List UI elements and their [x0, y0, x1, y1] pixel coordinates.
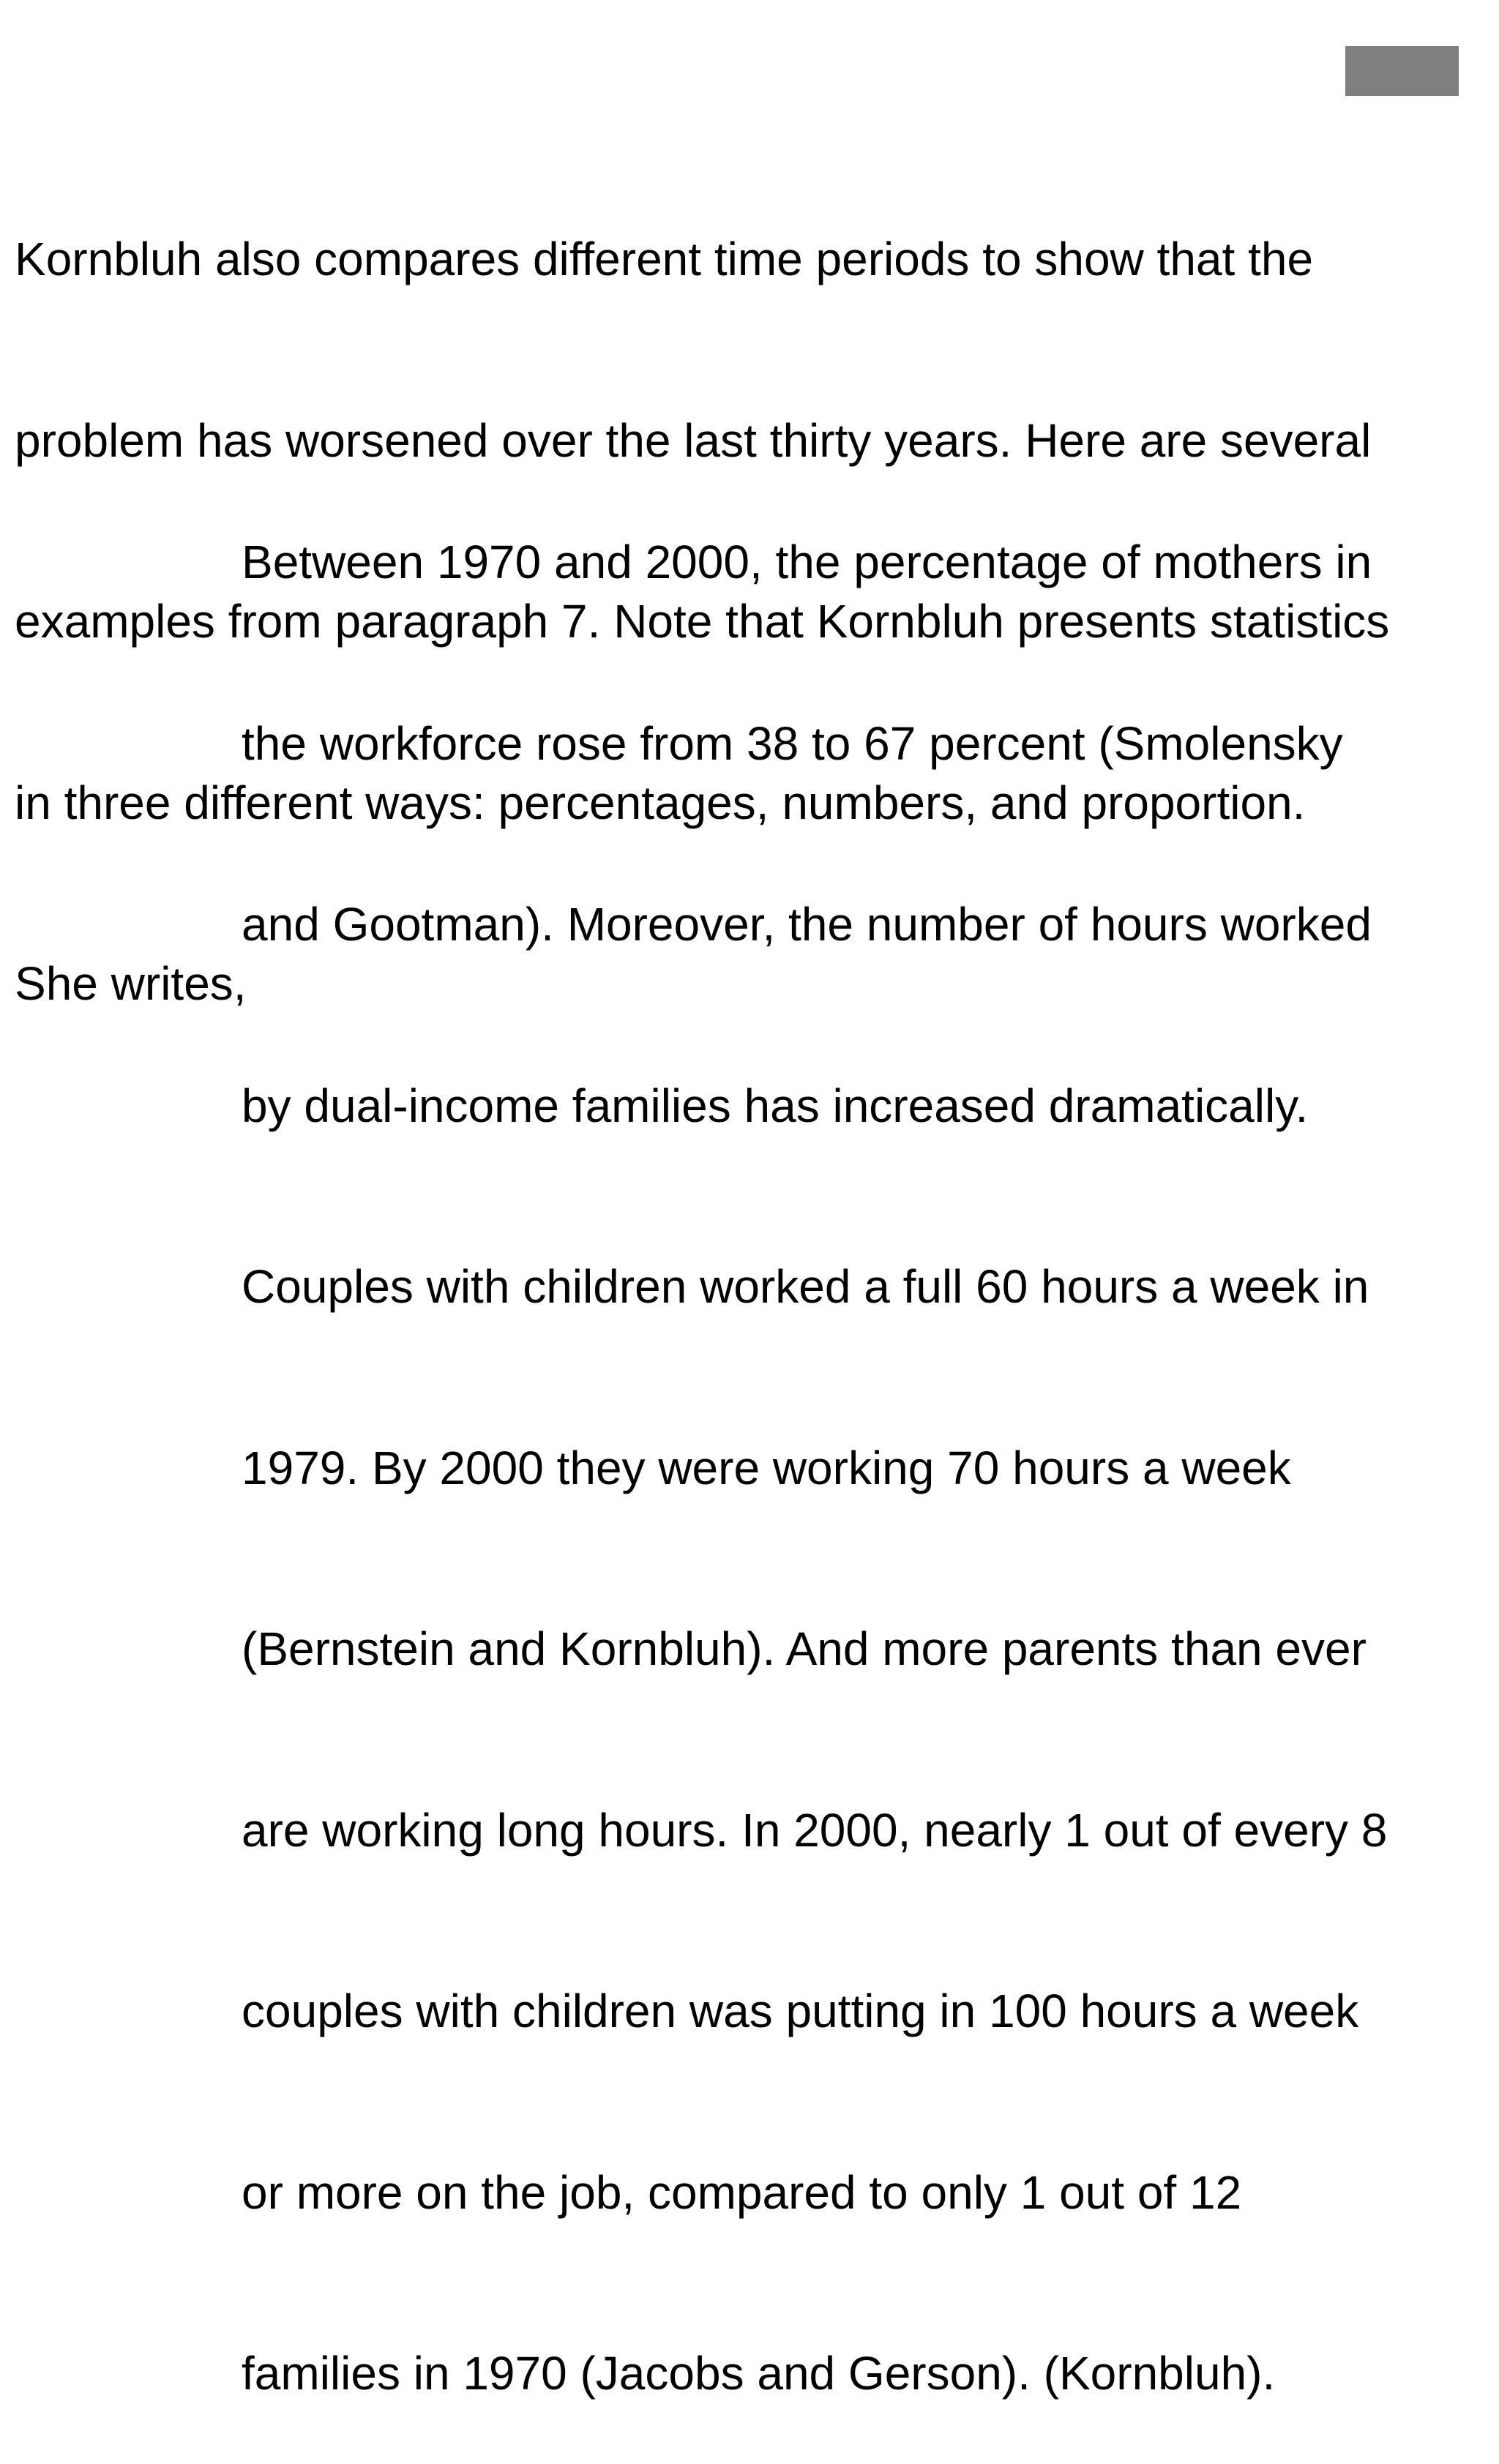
block-quote: [242, 411, 1387, 2464]
quote-line: the workforce rose from 38 to 67 percent (Smolensky: [242, 716, 1343, 770]
quote-line: or more on the job, compared to only 1 out of 12: [242, 2165, 1242, 2219]
intro-line: Kornbluh also compares different time periods to show that the: [15, 233, 1314, 285]
intro-line: examples from paragraph 7. Note that Kornbluh presents statistics: [15, 595, 1390, 648]
quote-line: and Gootman). Moreover, the number of hours worked: [242, 898, 1372, 951]
intro-line: She writes,: [15, 957, 247, 1010]
quote-line: families in 1970 (Jacobs and Gerson). (Kornbluh).: [242, 2347, 1276, 2400]
quote-line: by dual-income families has increased dramatically.: [242, 1079, 1309, 1132]
intro-line: in three different ways: percentages, numbers, and proportion.: [15, 776, 1306, 829]
quote-line: 1979. By 2000 they were working 70 hours a week: [242, 1441, 1291, 1494]
intro-line: problem has worsened over the last thirty years. Here are several: [15, 413, 1372, 467]
quote-line: Between 1970 and 2000, the percentage of mothers in: [242, 536, 1372, 588]
gray-corner-block: [1345, 46, 1459, 96]
quote-line: Couples with children worked a full 60 hours a week in: [242, 1260, 1369, 1313]
quote-line: are working long hours. In 2000, nearly 1 out of every 8: [242, 1803, 1388, 1857]
quote-line: couples with children was putting in 100 hours a week: [242, 1985, 1359, 2037]
quote-line: (Bernstein and Kornbluh). And more parents than ever: [242, 1622, 1367, 1675]
